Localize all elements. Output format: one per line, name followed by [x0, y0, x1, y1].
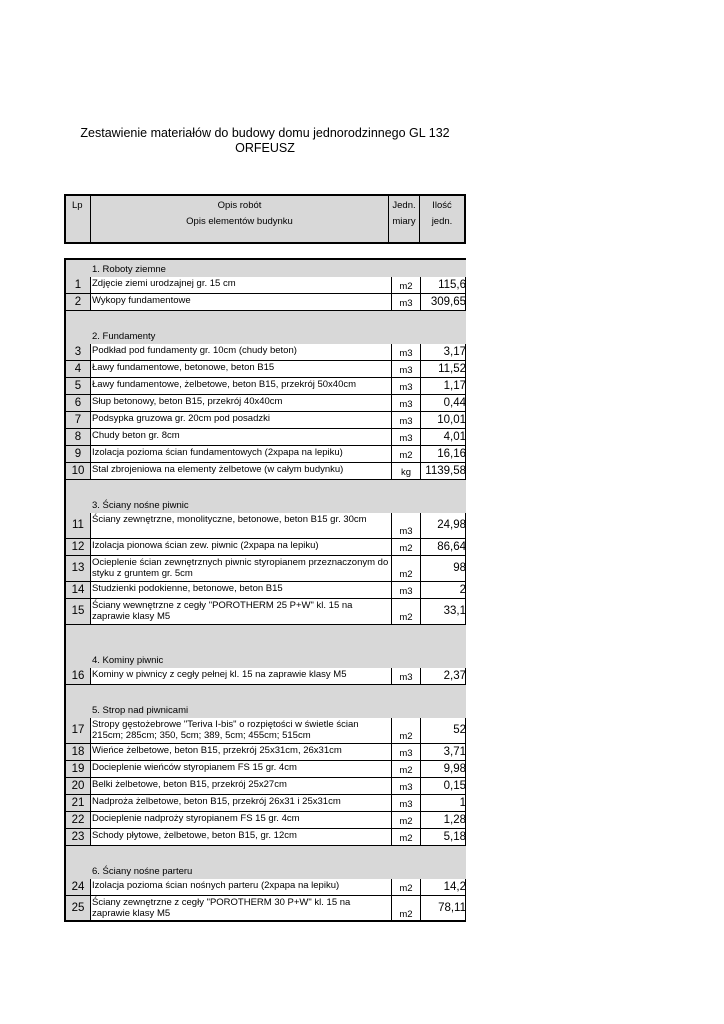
section-label: 4. Kominy piwnic — [92, 655, 164, 666]
section-row — [66, 327, 466, 344]
table-row — [66, 744, 466, 761]
row-unit: m2 — [391, 599, 421, 624]
row-description: Wykopy fundamentowe — [92, 295, 191, 306]
row-unit: m3 — [391, 795, 421, 811]
row-description: Docieplenie nadproży styropianem FS 15 gr. 4cm — [92, 813, 300, 824]
row-quantity: 78,11 — [438, 902, 466, 914]
row-description: Ściany wewnętrzne z cegły "POROTHERM 25 P+W" kl. 15 na zaprawie klasy M5 — [92, 600, 353, 622]
row-description: Zdjęcie ziemi urodzajnej gr. 15 cm — [92, 278, 236, 289]
row-description: Słup betonowy, beton B15, przekrój 40x40cm — [92, 396, 283, 407]
row-unit: m3 — [391, 744, 421, 760]
row-unit: m2 — [391, 812, 421, 828]
spacer-row — [66, 685, 466, 701]
row-number: 18 — [71, 746, 85, 758]
row-quantity: 1 — [459, 797, 466, 809]
row-description: Schody płytowe, żelbetowe, beton B15, gr. 12cm — [92, 830, 297, 841]
row-quantity: 1139,58 — [425, 465, 466, 477]
table-header — [64, 194, 466, 244]
row-number: 15 — [71, 605, 85, 617]
spacer-row — [66, 480, 466, 496]
section-label: 1. Roboty ziemne — [92, 264, 166, 275]
row-number: 4 — [74, 363, 82, 375]
row-quantity: 98 — [453, 562, 466, 574]
row-unit: m2 — [391, 896, 421, 921]
row-number: 5 — [74, 380, 82, 392]
table-row — [66, 513, 466, 539]
document-title — [64, 126, 466, 156]
spacer-row — [66, 846, 466, 862]
row-quantity: 2,37 — [443, 670, 466, 682]
row-description: Izolacja pionowa ścian zew. piwnic (2xpapa na lepiku) — [92, 540, 319, 551]
materials-table — [64, 258, 466, 922]
row-quantity: 5,18 — [443, 831, 466, 843]
row-unit: m2 — [391, 556, 421, 581]
row-number: 2 — [74, 296, 82, 308]
section-label: 6. Ściany nośne parteru — [92, 866, 193, 877]
header-qty-1: Ilość — [432, 200, 452, 211]
row-quantity: 24,98 — [437, 519, 466, 531]
table-row — [66, 761, 466, 778]
row-description: Izolacja pozioma ścian nośnych parteru (2xpapa na lepiku) — [92, 880, 340, 891]
row-number: 24 — [71, 881, 85, 893]
row-unit: m3 — [391, 513, 421, 538]
row-quantity: 4,01 — [443, 431, 466, 443]
row-quantity: 86,64 — [437, 541, 466, 553]
header-unit-2: miary — [392, 216, 416, 227]
section-row — [66, 862, 466, 879]
row-description: Ocieplenie ścian zewnętrznych piwnic styropianem przeznaczonym do styku z gruntem gr. 5cm — [92, 557, 389, 579]
row-number: 11 — [72, 519, 84, 531]
row-unit: m3 — [391, 778, 421, 794]
section-label: 3. Ściany nośne piwnic — [92, 500, 189, 511]
table-row — [66, 668, 466, 685]
row-quantity: 33,1 — [443, 605, 466, 617]
row-unit: m2 — [391, 718, 421, 743]
table-row — [66, 778, 466, 795]
table-row — [66, 718, 466, 744]
table-row — [66, 599, 466, 625]
table-row — [66, 582, 466, 599]
header-lp-cell — [66, 196, 91, 242]
row-number: 21 — [71, 797, 85, 809]
row-description: Stropy gęstożebrowe "Teriva I-bis" o rozpiętości w świetle ścian 215cm; 285cm; 350, 5cm; 389, 5cm; 455cm; 515cm — [92, 719, 359, 741]
table-row — [66, 829, 466, 846]
row-description: Ściany zewnętrzne z cegły "POROTHERM 30 P+W" kl. 15 na zaprawie klasy M5 — [92, 897, 351, 919]
row-quantity: 309,65 — [430, 296, 466, 308]
row-unit: m2 — [391, 539, 421, 555]
table-row — [66, 412, 466, 429]
row-unit: m3 — [391, 361, 421, 377]
row-number: 9 — [74, 448, 82, 460]
table-row — [66, 378, 466, 395]
row-number: 8 — [74, 431, 82, 443]
row-number: 12 — [71, 541, 85, 553]
row-unit: m2 — [391, 446, 421, 462]
row-unit: m2 — [391, 879, 421, 895]
table-row — [66, 539, 466, 556]
row-unit: m3 — [391, 582, 421, 598]
header-description-cell — [91, 196, 389, 242]
row-unit: m2 — [391, 761, 421, 777]
row-description: Ławy fundamentowe, żelbetowe, beton B15, przekrój 50x40cm — [92, 379, 357, 390]
row-unit: m3 — [391, 412, 421, 428]
row-description: Nadproża żelbetowe, beton B15, przekrój 26x31 i 25x31cm — [92, 796, 341, 807]
table-row — [66, 463, 466, 480]
table-row — [66, 879, 466, 896]
spacer-row — [66, 311, 466, 327]
row-number: 17 — [71, 724, 85, 736]
row-quantity: 10,01 — [437, 414, 466, 426]
header-unit-1: Jedn. — [392, 200, 416, 211]
row-number: 25 — [71, 902, 85, 914]
row-number: 20 — [71, 780, 85, 792]
row-number: 13 — [71, 562, 85, 574]
row-description: Kominy w piwnicy z cegły pełnej kl. 15 na zaprawie klasy M5 — [92, 669, 347, 680]
row-quantity: 115,6 — [438, 279, 466, 291]
row-description: Docieplenie wieńców styropianem FS 15 gr. 4cm — [92, 762, 297, 773]
row-number: 7 — [74, 414, 82, 426]
section-row — [66, 260, 466, 277]
row-description: Ściany zewnętrzne, monolityczne, betonowe, beton B15 gr. 30cm — [92, 514, 367, 525]
table-row — [66, 294, 466, 311]
section-row — [66, 701, 466, 718]
row-unit: m3 — [391, 294, 421, 310]
row-number: 1 — [74, 279, 82, 291]
header-opis-robot: Opis robót — [217, 200, 262, 211]
row-number: 23 — [71, 831, 85, 843]
table-row — [66, 277, 466, 294]
header-quantity-cell — [420, 196, 464, 242]
row-description: Izolacja pozioma ścian fundamentowych (2xpapa na lepiku) — [92, 447, 343, 458]
header-qty-2: jedn. — [431, 216, 453, 227]
row-quantity: 2 — [459, 584, 466, 596]
section-label: 5. Strop nad piwnicami — [92, 705, 189, 716]
row-quantity: 1,17 — [443, 380, 466, 392]
row-description: Podsypka gruzowa gr. 20cm pod posadzki — [92, 413, 270, 424]
row-description: Stal zbrojeniowa na elementy żelbetowe (w całym budynku) — [92, 464, 344, 475]
row-number: 6 — [74, 397, 82, 409]
row-quantity: 16,16 — [437, 448, 466, 460]
row-quantity: 9,98 — [443, 763, 466, 775]
section-row — [66, 651, 466, 668]
row-unit: m3 — [391, 395, 421, 411]
row-number: 14 — [71, 584, 85, 596]
row-quantity: 3,71 — [443, 746, 466, 758]
table-row — [66, 361, 466, 378]
spacer-row — [66, 625, 466, 651]
row-description: Belki żelbetowe, beton B15, przekrój 25x27cm — [92, 779, 287, 790]
header-unit-cell — [389, 196, 420, 242]
row-number: 10 — [71, 465, 85, 477]
table-row — [66, 896, 466, 922]
header-opis-elementow: Opis elementów budynku — [186, 216, 293, 227]
title-line-2: ORFEUSZ — [235, 141, 295, 155]
row-description: Studzienki podokienne, betonowe, beton B15 — [92, 583, 283, 594]
row-description: Chudy beton gr. 8cm — [92, 430, 180, 441]
table-row — [66, 344, 466, 361]
row-number: 3 — [74, 346, 82, 358]
row-quantity: 3,17 — [443, 346, 466, 358]
row-quantity: 11,52 — [438, 363, 466, 375]
table-row — [66, 395, 466, 412]
row-unit: m3 — [391, 378, 421, 394]
section-label: 2. Fundamenty — [92, 331, 156, 342]
row-quantity: 0,15 — [443, 780, 466, 792]
table-row — [66, 556, 466, 582]
row-unit: m3 — [391, 344, 421, 360]
row-unit: m3 — [391, 429, 421, 445]
table-row — [66, 812, 466, 829]
table-row — [66, 795, 466, 812]
table-row — [66, 446, 466, 463]
header-lp: Lp — [72, 200, 83, 211]
row-number: 16 — [71, 670, 85, 682]
row-unit: kg — [391, 463, 421, 479]
row-description: Wieńce żelbetowe, beton B15, przekrój 25x31cm, 26x31cm — [92, 745, 342, 756]
table-row — [66, 429, 466, 446]
row-quantity: 0,44 — [443, 397, 466, 409]
row-quantity: 52 — [453, 724, 466, 736]
row-number: 22 — [71, 814, 85, 826]
row-quantity: 1,28 — [443, 814, 466, 826]
row-unit: m2 — [391, 277, 421, 293]
row-quantity: 14,2 — [443, 881, 466, 893]
row-description: Ławy fundamentowe, betonowe, beton B15 — [92, 362, 275, 373]
row-description: Podkład pod fundamenty gr. 10cm (chudy beton) — [92, 345, 297, 356]
section-row — [66, 496, 466, 513]
row-unit: m2 — [391, 829, 421, 845]
row-number: 19 — [71, 763, 85, 775]
title-line-1: Zestawienie materiałów do budowy domu jednorodzinnego GL 132 — [80, 126, 450, 140]
row-unit: m3 — [391, 668, 421, 684]
